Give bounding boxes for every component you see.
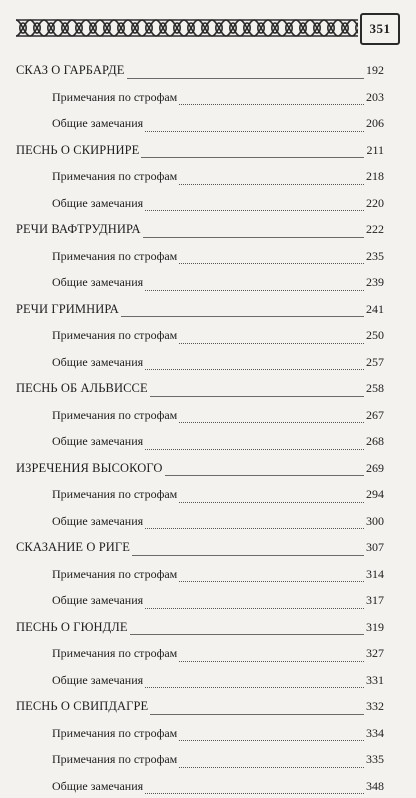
toc-page-number: 269 xyxy=(366,459,384,477)
toc-page-number: 257 xyxy=(366,353,384,371)
toc-subentry-row xyxy=(14,321,386,348)
toc-subentry-title: Примечания по строфам xyxy=(52,326,177,344)
dot-leader xyxy=(141,157,364,158)
toc-subentry-title: Общие замечания xyxy=(52,591,143,609)
toc-page-number: 300 xyxy=(366,512,384,530)
toc-subentry-row xyxy=(14,560,386,587)
dot-leader xyxy=(132,555,364,556)
dot-leader xyxy=(145,290,364,291)
dot-leader xyxy=(179,422,364,423)
toc-subentry-title: Общие замечания xyxy=(52,671,143,689)
dot-leader xyxy=(150,396,364,397)
dot-leader xyxy=(127,78,364,79)
toc-section-title: ПЕСНЬ О СВИПДАГРЕ xyxy=(16,697,148,715)
dot-leader xyxy=(179,263,364,264)
toc-page-number: 203 xyxy=(366,88,384,106)
toc-page-number: 268 xyxy=(366,432,384,450)
toc-page-number: 258 xyxy=(366,379,384,397)
toc-subentry-row xyxy=(14,772,386,798)
toc-subentry-title: Общие замечания xyxy=(52,114,143,132)
toc-subentry-row xyxy=(14,507,386,534)
toc-subentry-row xyxy=(14,639,386,666)
celtic-knot-ornament xyxy=(16,14,358,42)
toc-subentry-title: Примечания по строфам xyxy=(52,167,177,185)
page-number: 351 xyxy=(360,13,400,45)
toc-page-number: 267 xyxy=(366,406,384,424)
toc-section-title: СКАЗ О ГАРБАРДЕ xyxy=(16,61,125,79)
toc-subentry-row xyxy=(14,162,386,189)
toc-page-number: 220 xyxy=(366,194,384,212)
toc-subentry-title: Общие замечания xyxy=(52,432,143,450)
toc-subentry-title: Примечания по строфам xyxy=(52,565,177,583)
toc-page-number: 239 xyxy=(366,273,384,291)
dot-leader xyxy=(143,237,364,238)
toc-subentry-row xyxy=(14,268,386,295)
toc-subentry-row xyxy=(14,745,386,772)
toc-page-number: 235 xyxy=(366,247,384,265)
toc-page-number: 335 xyxy=(366,750,384,768)
toc-page-number: 348 xyxy=(366,777,384,795)
dot-leader xyxy=(145,687,364,688)
dot-leader xyxy=(179,502,364,503)
toc-section-title: ПЕСНЬ О СКИРНИРЕ xyxy=(16,141,139,159)
toc-section-row xyxy=(14,295,386,322)
toc-page-number: 222 xyxy=(366,220,384,238)
toc-page-number: 307 xyxy=(366,538,384,556)
toc-subentry-row xyxy=(14,480,386,507)
toc-page-number: 332 xyxy=(366,697,384,715)
toc-page-number: 241 xyxy=(366,300,384,318)
toc-section-row xyxy=(14,374,386,401)
toc-page-number: 319 xyxy=(366,618,384,636)
toc-subentry-title: Общие замечания xyxy=(52,273,143,291)
toc-subentry-row xyxy=(14,586,386,613)
toc-subentry-title: Примечания по строфам xyxy=(52,724,177,742)
toc-section-row xyxy=(14,692,386,719)
toc-page-number: 211 xyxy=(366,141,384,159)
toc-subentry-title: Общие замечания xyxy=(52,194,143,212)
toc-subentry-title: Примечания по строфам xyxy=(52,644,177,662)
toc-subentry-title: Общие замечания xyxy=(52,353,143,371)
toc-subentry-row xyxy=(14,242,386,269)
toc-subentry-title: Общие замечания xyxy=(52,512,143,530)
dot-leader xyxy=(130,634,364,635)
dot-leader xyxy=(179,343,364,344)
dot-leader xyxy=(145,131,364,132)
dot-leader xyxy=(145,528,364,529)
toc-section-row xyxy=(14,613,386,640)
toc-page-number: 334 xyxy=(366,724,384,742)
toc-section-title: ПЕСНЬ О ГЮНДЛЕ xyxy=(16,618,128,636)
dot-leader xyxy=(145,449,364,450)
toc-section-row xyxy=(14,136,386,163)
toc-section-row xyxy=(14,56,386,83)
toc-section-row xyxy=(14,533,386,560)
toc-page-number: 314 xyxy=(366,565,384,583)
toc-section-title: РЕЧИ ГРИМНИРА xyxy=(16,300,119,318)
dot-leader xyxy=(145,793,364,794)
toc-subentry-title: Примечания по строфам xyxy=(52,247,177,265)
toc-section-title: ИЗРЕЧЕНИЯ ВЫСОКОГО xyxy=(16,459,163,477)
toc-page-number: 192 xyxy=(366,61,384,79)
table-of-contents xyxy=(14,56,386,798)
dot-leader xyxy=(179,740,364,741)
toc-subentry-title: Примечания по строфам xyxy=(52,88,177,106)
toc-page-number: 294 xyxy=(366,485,384,503)
dot-leader xyxy=(179,104,364,105)
toc-section-title: РЕЧИ ВАФТРУДНИРА xyxy=(16,220,141,238)
dot-leader xyxy=(179,661,364,662)
toc-subentry-title: Общие замечания xyxy=(52,777,143,795)
dot-leader xyxy=(179,581,364,582)
toc-section-title: ПЕСНЬ ОБ АЛЬВИССЕ xyxy=(16,379,148,397)
toc-subentry-row xyxy=(14,401,386,428)
toc-section-title: СКАЗАНИЕ О РИГЕ xyxy=(16,538,130,556)
dot-leader xyxy=(145,608,364,609)
toc-section-row xyxy=(14,215,386,242)
toc-subentry-row xyxy=(14,83,386,110)
toc-page-number: 206 xyxy=(366,114,384,132)
dot-leader xyxy=(121,316,364,317)
toc-page-number: 250 xyxy=(366,326,384,344)
toc-subentry-row xyxy=(14,189,386,216)
dot-leader xyxy=(179,184,364,185)
toc-subentry-row xyxy=(14,427,386,454)
toc-page-number: 327 xyxy=(366,644,384,662)
toc-page-number: 331 xyxy=(366,671,384,689)
page-header xyxy=(0,0,416,56)
toc-subentry-row xyxy=(14,109,386,136)
toc-subentry-title: Примечания по строфам xyxy=(52,406,177,424)
dot-leader xyxy=(179,767,364,768)
toc-page-number: 218 xyxy=(366,167,384,185)
toc-subentry-row xyxy=(14,719,386,746)
toc-section-row xyxy=(14,454,386,481)
toc-subentry-row xyxy=(14,348,386,375)
toc-subentry-title: Примечания по строфам xyxy=(52,485,177,503)
dot-leader xyxy=(145,369,364,370)
toc-page-number: 317 xyxy=(366,591,384,609)
dot-leader xyxy=(165,475,364,476)
toc-subentry-title: Примечания по строфам xyxy=(52,750,177,768)
dot-leader xyxy=(145,210,364,211)
dot-leader xyxy=(150,714,364,715)
toc-subentry-row xyxy=(14,666,386,693)
